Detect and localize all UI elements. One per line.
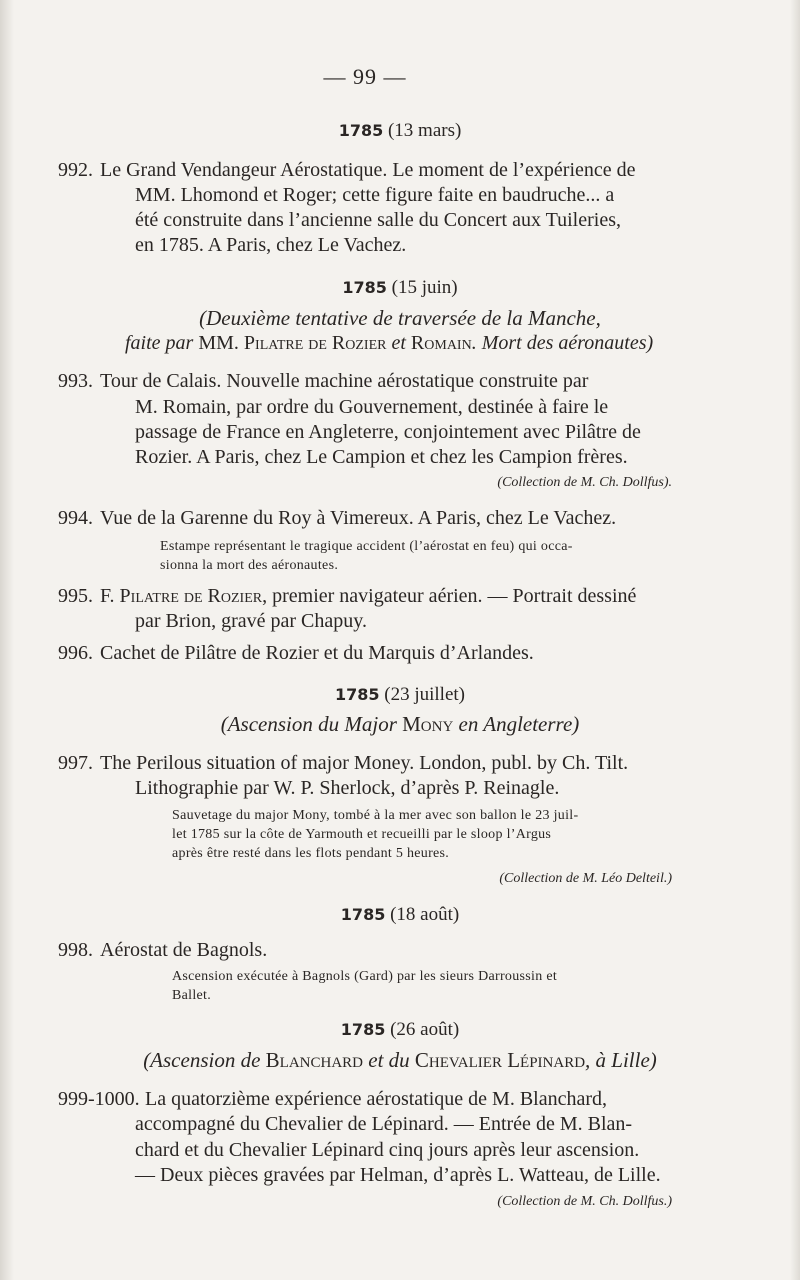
entry-note-line: Ascension exécutée à Bagnols (Gard) par les sieurs Darroussin et [172, 969, 558, 984]
subtitle-part: MM. [193, 332, 244, 354]
heading-year: 1785 [340, 1020, 386, 1039]
entry-number: 995. [58, 585, 93, 607]
subtitle-part: faite par [125, 332, 194, 354]
entry-number: 994. [58, 507, 93, 529]
entry-note-line: let 1785 sur la côte de Yarmouth et recueilli par le sloop l’Argus [172, 827, 552, 842]
entry-text-line: passage de France en Angleterre, conjointement avec Pilâtre de [135, 421, 641, 443]
entry-number: 998. [58, 939, 93, 961]
entry-text-line: Aérostat de Bagnols. [100, 939, 268, 961]
heading-date: (13 mars) [387, 120, 462, 141]
person-name: Pilatre de Rozier [119, 585, 263, 607]
collection-credit: (Collection de M. Ch. Dollfus). [497, 475, 672, 490]
entry-text-line: Rozier. A Paris, chez Le Campion et chez les Campion frères. [135, 446, 628, 468]
section-heading [0, 1019, 800, 1041]
entry-text-line: MM. Lhomond et Roger; cette figure faite en baudruche... a [135, 184, 615, 206]
entry-note-line: après être resté dans les flots pendant 5 heures. [172, 846, 450, 861]
subtitle-part: (Ascension du Major [220, 712, 403, 736]
page-number: — 99 — [323, 64, 407, 89]
entry-note-line: Ballet. [172, 988, 212, 1003]
subtitle-part: , à Lille) [585, 1048, 657, 1072]
subtitle-name: Mony [402, 712, 454, 736]
collection-credit: (Collection de M. Ch. Dollfus.) [497, 1194, 672, 1209]
entry-note-line: Sauvetage du major Mony, tombé à la mer avec son ballon le 23 juil- [172, 808, 579, 823]
subtitle-name: Romain [410, 332, 472, 354]
entry-number: 992. [58, 159, 93, 181]
entry-text-line: chard et du Chevalier Lépinard cinq jours après leur ascension. [135, 1139, 640, 1161]
entry-number: 996. [58, 642, 93, 664]
subtitle-name: Pilatre de Rozier [243, 332, 387, 354]
section-subtitle [0, 1048, 800, 1073]
subtitle-name: Blanchard [265, 1048, 363, 1072]
entry-text-line: M. Romain, par ordre du Gouvernement, destinée à faire le [135, 396, 609, 418]
collection-credit: (Collection de M. Léo Delteil.) [499, 871, 672, 886]
subtitle-part: et du [363, 1048, 415, 1072]
page-left-edge [0, 0, 14, 1280]
entry-text-line: Tour de Calais. Nouvelle machine aérostatique construite par [100, 370, 589, 392]
entry-number: 997. [58, 752, 93, 774]
entry-text-line: par Brion, gravé par Chapuy. [135, 610, 367, 632]
entry-text-line: Le Grand Vendangeur Aérostatique. Le moment de l’expérience de [100, 159, 636, 181]
entry-text-line: — Deux pièces gravées par Helman, d’après L. Watteau, de Lille. [135, 1164, 661, 1186]
subtitle-part: . Mort des aéronautes) [471, 332, 654, 354]
heading-date: (23 juillet) [384, 684, 465, 705]
entry-text-line: Vue de la Garenne du Roy à Vimereux. A Paris, chez Le Vachez. [100, 507, 617, 529]
page-right-edge [790, 0, 800, 1280]
entry-text-line: été construite dans l’ancienne salle du Concert aux Tuileries, [135, 209, 621, 231]
entry-text-line [100, 585, 636, 608]
entry-text-line: accompagné du Chevalier de Lépinard. — Entrée de M. Blan- [135, 1113, 633, 1135]
section-heading [0, 120, 800, 142]
heading-date: (26 août) [390, 1019, 460, 1040]
heading-year: 1785 [340, 905, 386, 924]
entry-text-line: La quatorzième expérience aérostatique de M. Blanchard, [145, 1088, 608, 1110]
heading-year: 1785 [338, 121, 384, 140]
section-subtitle [0, 712, 800, 737]
entry-text-line: en 1785. A Paris, chez Le Vachez. [135, 234, 407, 256]
entry-text-line: Cachet de Pilâtre de Rozier et du Marquis d’Arlandes. [100, 642, 534, 664]
entry-number: 999-1000. [58, 1088, 140, 1110]
heading-year: 1785 [342, 278, 387, 297]
subtitle-part: en Angleterre) [453, 712, 580, 736]
section-heading [0, 684, 800, 706]
subtitle-name: Chevalier Lépinard [414, 1048, 586, 1072]
entry-number: 993. [58, 370, 93, 392]
entry-text-line: Lithographie par W. P. Sherlock, d’après P. Reinagle. [135, 777, 560, 799]
heading-date: (15 juin) [391, 277, 458, 298]
entry-text-line: The Perilous situation of major Money. London, publ. by Ch. Tilt. [100, 752, 629, 774]
subtitle-part: et [386, 332, 411, 354]
section-heading [0, 277, 800, 299]
heading-year: 1785 [334, 685, 380, 704]
section-subtitle-line [125, 332, 653, 355]
heading-date: (18 août) [390, 904, 460, 925]
entry-note-line: sionna la mort des aéronautes. [160, 558, 339, 573]
section-subtitle: (Deuxième tentative de traversée de la Manche, [199, 306, 601, 330]
text-part: F. [100, 585, 120, 607]
entry-note-line: Estampe représentant le tragique accident (l’aérostat en feu) qui occa- [160, 539, 573, 554]
subtitle-part: (Ascension de [143, 1048, 266, 1072]
text-part: , premier navigateur aérien. — Portrait dessiné [262, 585, 637, 607]
section-heading [0, 904, 800, 926]
